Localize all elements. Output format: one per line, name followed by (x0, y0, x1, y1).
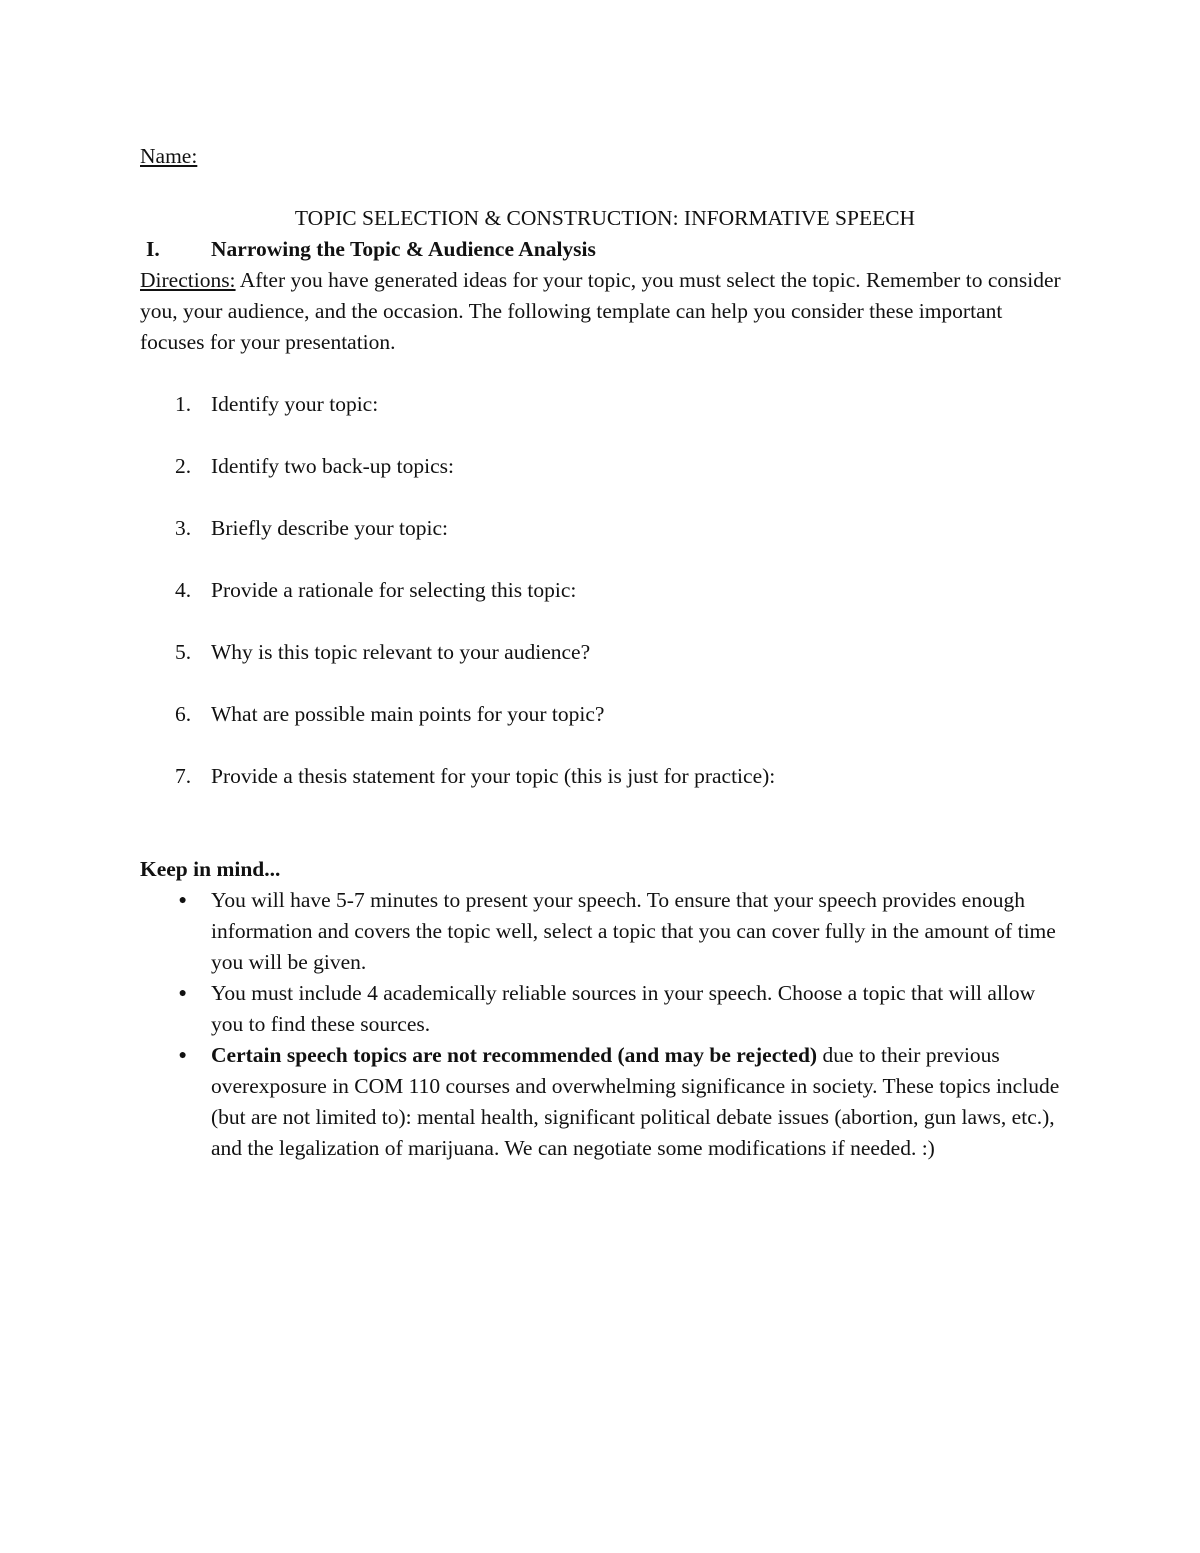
question-item (140, 575, 1070, 606)
tip-item (140, 1040, 1070, 1164)
question-number: 2. (175, 454, 192, 478)
question-number: 1. (175, 392, 192, 416)
keep-in-mind-heading: Keep in mind... (140, 857, 281, 881)
question-item (140, 513, 1070, 544)
directions-text: After you have generated ideas for your topic, you must select the topic. Remember to consider you, your audience, and the occasion. The following template can help you consider these important focuses for your presentation. (140, 268, 1061, 354)
tip-item (140, 978, 1070, 1040)
document-title: TOPIC SELECTION & CONSTRUCTION: INFORMATIVE SPEECH (294, 206, 916, 230)
question-text: Provide a thesis statement for your topic (this is just for practice): (211, 764, 776, 788)
tip-text: due to their previous overexposure in COM 110 courses and overwhelming significance in society. These topics include (but are not limited to): mental health, significant political debate issues (abortion, gun laws, etc.), and the legalization of marijuana. We can negotiate some modifications if needed. :) (211, 1043, 1060, 1160)
directions-paragraph (140, 265, 1070, 358)
tip-bold-text: Certain speech topics are not recommended (and may be rejected) (211, 1043, 818, 1067)
tips-list (140, 885, 1070, 1164)
question-number: 3. (175, 516, 192, 540)
question-item (140, 637, 1070, 668)
question-number: 4. (175, 578, 192, 602)
bullet-icon: ● (178, 1048, 187, 1063)
question-text: Provide a rationale for selecting this topic: (211, 578, 577, 602)
question-item (140, 389, 1070, 420)
section-heading-text: Narrowing the Topic & Audience Analysis (211, 237, 596, 261)
section-heading (140, 234, 1070, 265)
tip-text: You will have 5-7 minutes to present your speech. To ensure that your speech provides enough information and covers the topic well, select a topic that you can cover fully in the amount of time you will be given. (211, 888, 1056, 974)
question-text: Identify two back-up topics: (211, 454, 455, 478)
question-item (140, 699, 1070, 730)
document-page (140, 141, 1070, 1164)
question-text: Identify your topic: (211, 392, 379, 416)
tip-item (140, 885, 1070, 978)
section-number: I. (146, 237, 160, 261)
question-item (140, 761, 1070, 792)
bullet-icon: ● (178, 986, 187, 1001)
directions-label: Directions: (140, 268, 236, 292)
tip-text: You must include 4 academically reliable sources in your speech. Choose a topic that will allow you to find these sources. (211, 981, 1036, 1036)
question-number: 6. (175, 702, 192, 726)
question-text: What are possible main points for your topic? (211, 702, 605, 726)
question-text: Why is this topic relevant to your audience? (211, 640, 591, 664)
question-list (140, 389, 1070, 792)
question-number: 7. (175, 764, 192, 788)
question-item (140, 451, 1070, 482)
name-label: Name: (140, 144, 198, 168)
bullet-icon: ● (178, 893, 187, 908)
question-number: 5. (175, 640, 192, 664)
question-text: Briefly describe your topic: (211, 516, 449, 540)
